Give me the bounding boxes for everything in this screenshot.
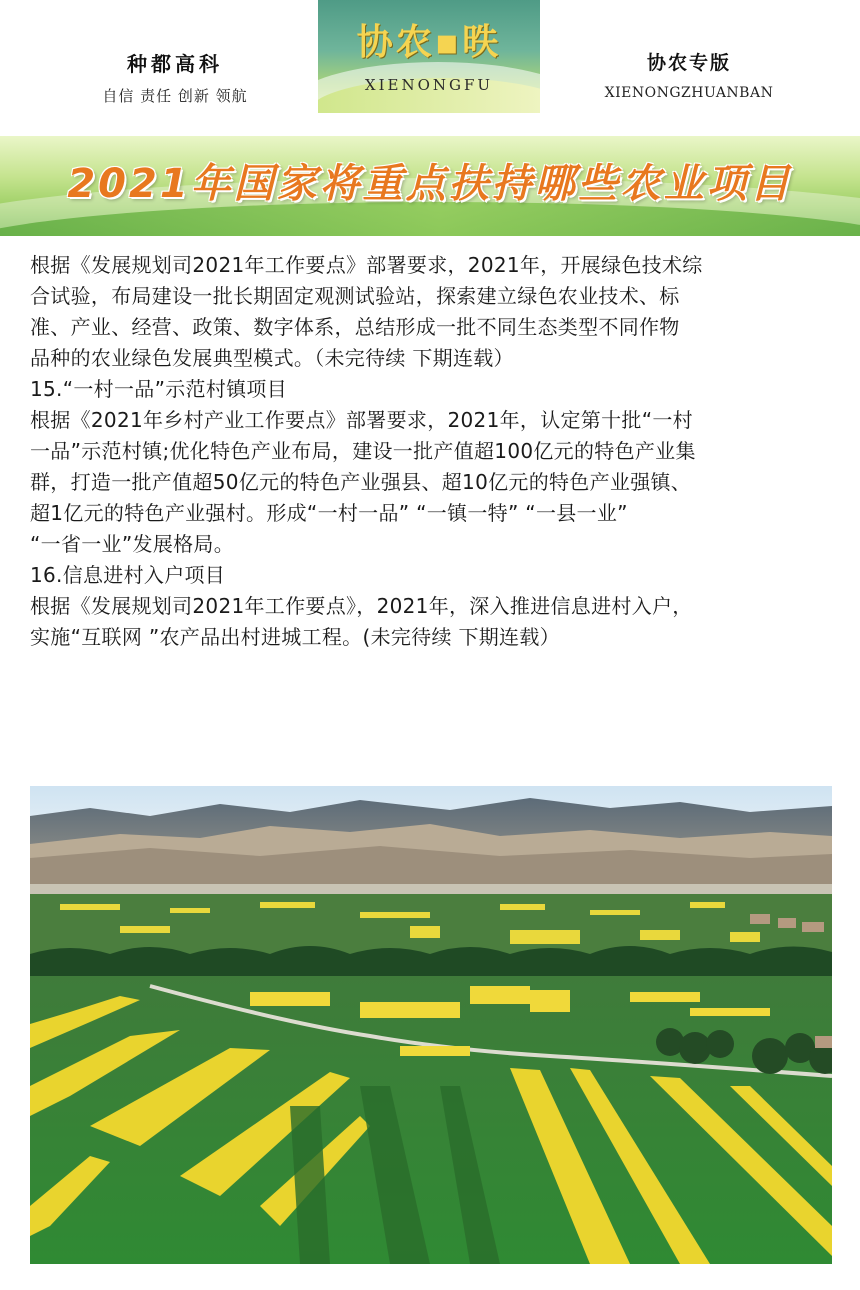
article-line: 品种的农业绿色发展典型模式。（未完待续 下期连载） (30, 346, 514, 370)
article-line: 根据《发展规划司2021年工作要点》部署要求，2021年，开展绿色技术综 (30, 253, 703, 277)
article-line: 超1亿元的特色产业强村。形成“一村一品” “一镇一特” “一县一业” (30, 501, 628, 525)
article-line: 合试验，布局建设一批长期固定观测试验站，探索建立绿色农业技术、标 (30, 284, 680, 308)
right-brand-pinyin: XIENONGZHUANBAN (604, 85, 774, 101)
left-brand-title: 种都高科 (127, 52, 223, 76)
page-header (0, 0, 860, 136)
article-line: 实施“互联网 ”农产品出村进城工程。(未完待续 下期连载） (30, 625, 560, 649)
left-brand-slogan: 自信 责任 创新 领航 (102, 87, 248, 105)
farmland-aerial-photo (30, 786, 832, 1264)
section-heading-16: 16.信息进村入户项目 (30, 563, 226, 587)
article-line: 根据《2021年乡村产业工作要点》部署要求，2021年，认定第十批“一村 (30, 408, 693, 432)
article-line: 根据《发展规划司2021年工作要点》，2021年，深入推进信息进村入户， (30, 594, 693, 618)
section-heading-15: 15.“一村一品”示范村镇项目 (30, 377, 288, 401)
logo-chinese-name: 协农▪昳 (356, 21, 502, 63)
left-brand (60, 48, 290, 106)
article-line: 群，打造一批产值超50亿元的特色产业强县、超10亿元的特色产业强镇、 (30, 470, 692, 494)
headline-banner (0, 136, 860, 236)
article-body (30, 250, 835, 653)
right-brand-title: 协农专版 (646, 52, 731, 74)
article-line: 准、产业、经营、政策、数字体系，总结形成一批不同生态类型不同作物 (30, 315, 680, 339)
article-line: “一省一业”发展格局。 (30, 532, 235, 556)
logo-pinyin-name: XIENONGFU (364, 76, 494, 94)
headline-title: 2021年国家将重点扶持哪些农业项目 (67, 161, 793, 207)
masthead-logo (318, 0, 540, 113)
right-brand (574, 48, 804, 101)
article-line: 一品”示范村镇;优化特色产业布局，建设一批产值超100亿元的特色产业集 (30, 439, 696, 463)
